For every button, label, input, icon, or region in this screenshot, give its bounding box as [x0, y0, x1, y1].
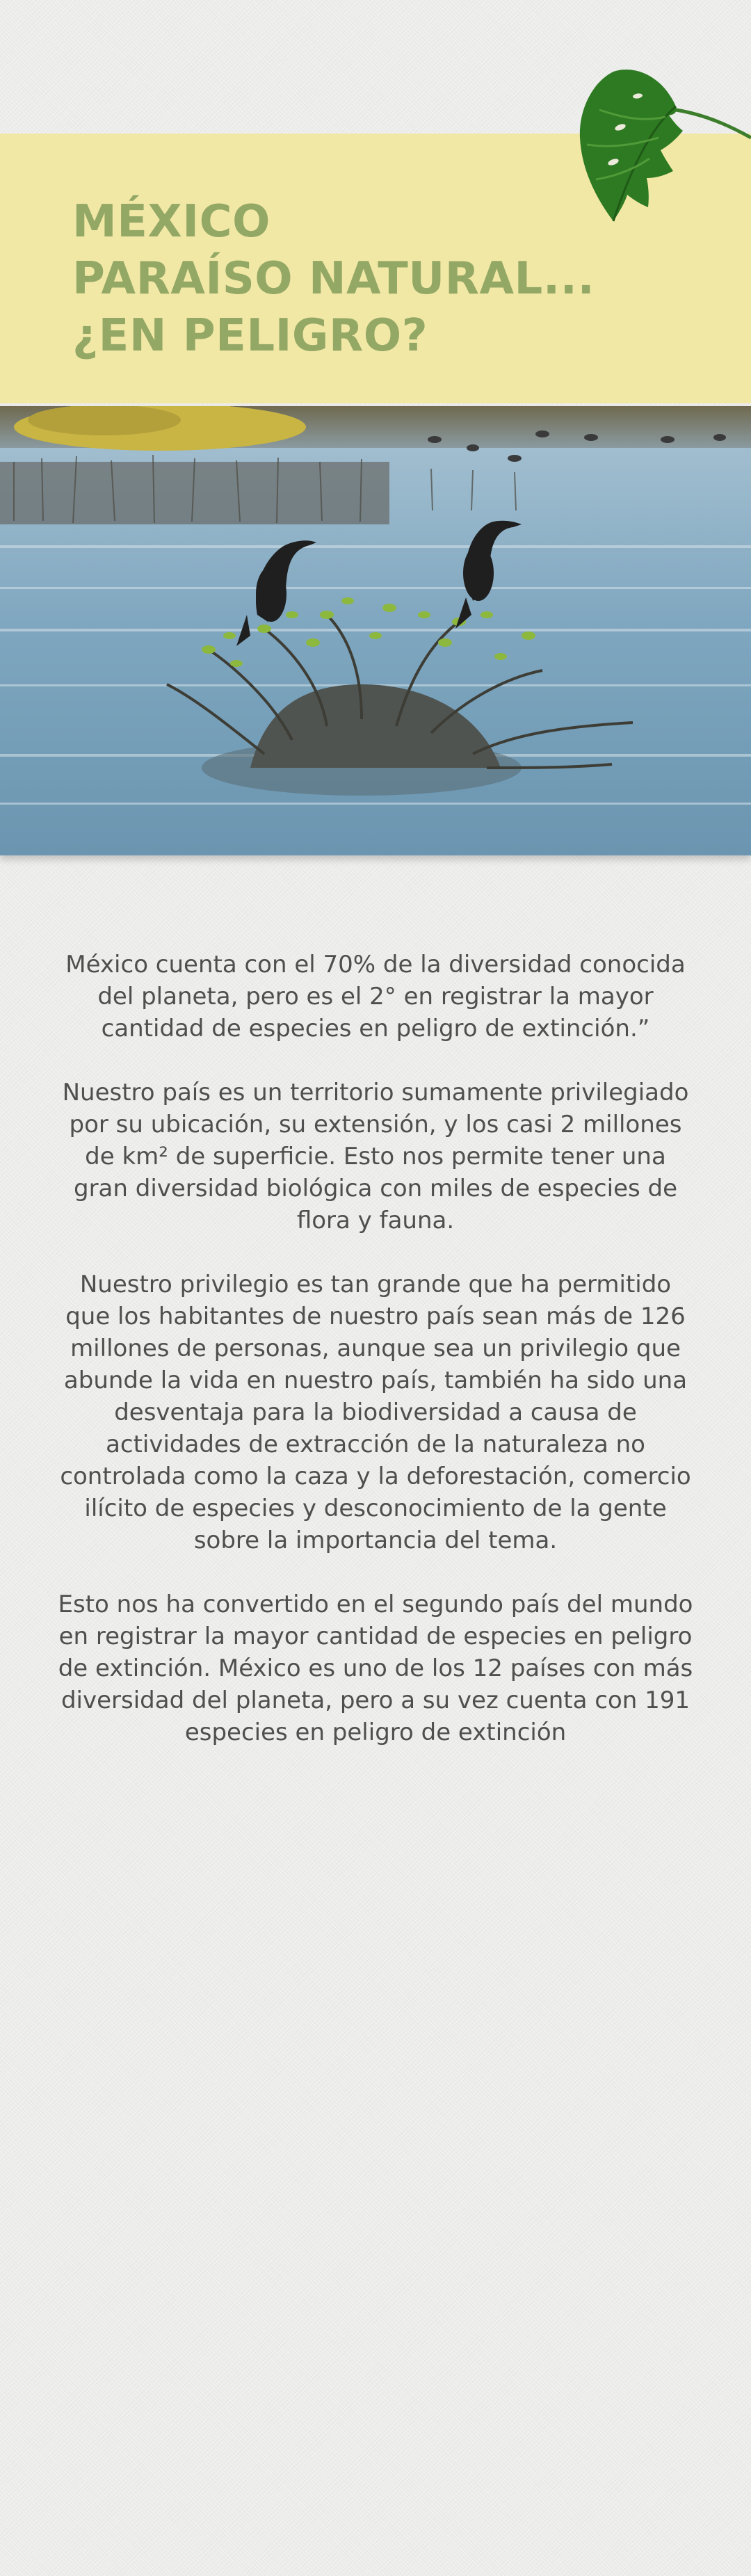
title-line-1: MÉXICO	[72, 196, 270, 248]
article-body	[56, 949, 695, 1748]
paragraph-4: Esto nos ha convertido en el segundo país del mundo en registrar la mayor cantidad de especies en peligro de extinción. México es uno de los 12 países con más diversidad del planeta, pero a su vez cuenta con 191 especies en peligro de extinción	[58, 1591, 693, 1746]
page-title	[72, 193, 595, 364]
paragraph-1: México cuenta con el 70% de la diversidad conocida del planeta, pero es el 2° en registrar la mayor cantidad de especies en peligro de extinción.”	[65, 951, 686, 1043]
paragraph-2: Nuestro país es un territorio sumamente privilegiado por su ubicación, su extensión, y los casi 2 millones de km² de superficie. Esto nos permite tener una gran diversidad biológica con miles de especies de flora y fauna.	[62, 1079, 689, 1234]
title-line-3: ¿EN PELIGRO?	[72, 310, 428, 362]
monstera-leaf-icon	[572, 33, 751, 242]
hero-photo	[0, 406, 751, 855]
paragraph-3: Nuestro privilegio es tan grande que ha permitido que los habitantes de nuestro país sean más de 126 millones de personas, aunque sea un privilegio que abunde la vida en nuestro país, también ha sido una desventaja para la biodiversidad a causa de actividades de extracción de la naturaleza no controlada como la caza y la deforestación, comercio ilícito de especies y desconocimiento de la gente sobre la importancia del tema.	[60, 1271, 691, 1554]
title-line-2: PARAÍSO NATURAL...	[72, 253, 595, 305]
lagoon-photo-illustration	[0, 406, 751, 855]
